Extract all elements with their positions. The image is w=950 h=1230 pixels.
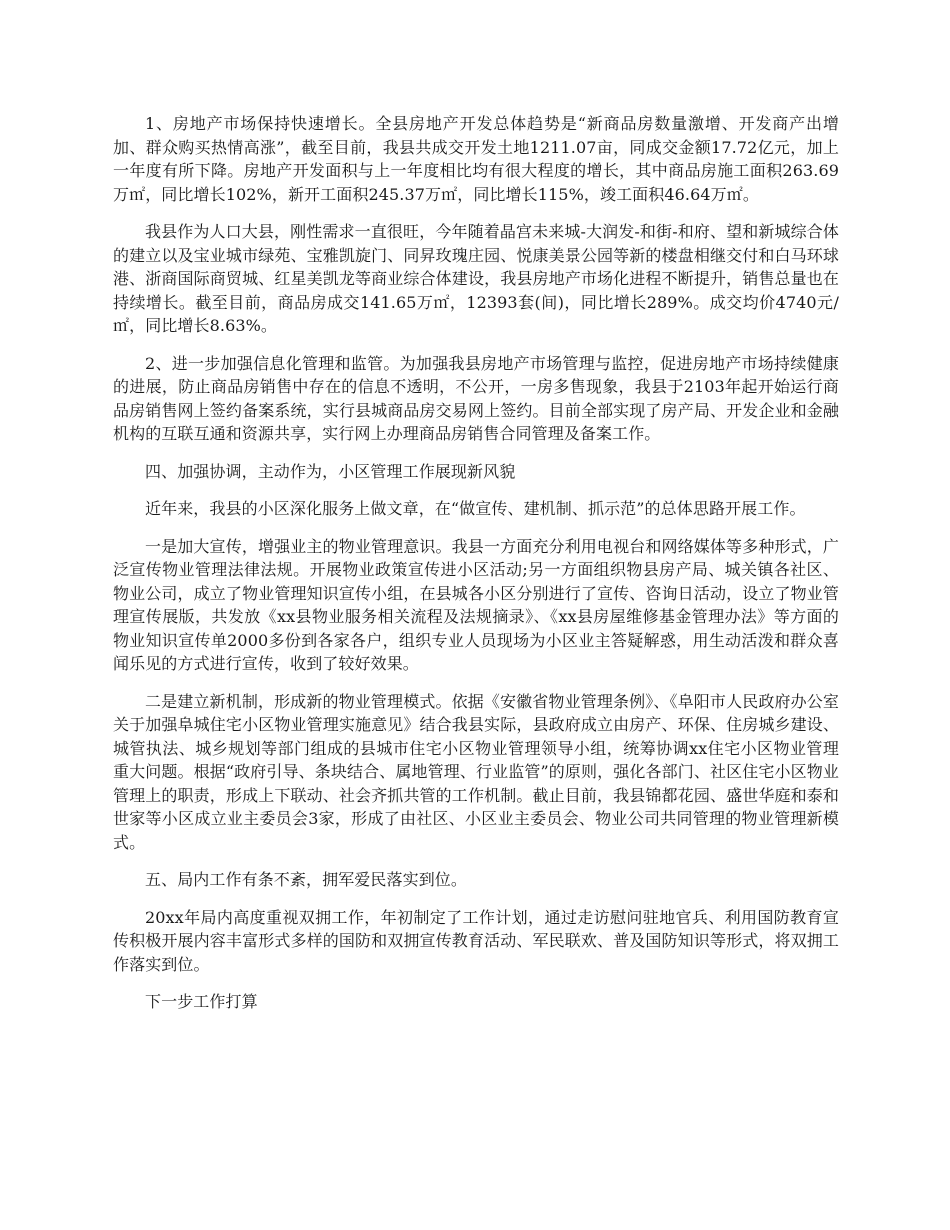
section-heading-coordination: 四、加强协调，主动作为，小区管理工作展现新风貌 — [145, 461, 516, 481]
paragraph-housing-demand: 我县作为人口大县，刚性需求一直很旺，今年随着晶宫未来城-大润发-和街-和府、望和新城综合体的建立以及宝业城市绿苑、宝雅凯旋门、同昇玫瑰庄园、悦康美景公园等新的楼盘相继交付和白马环球港、浙商国际商贸城、红星美凯龙等商业综合体建设，我县房地产市场化进程不断提升，销售总量也在持续增长。截至目前，商品房成交141.65万㎡，12393套(间)，同比增长289%。成交均价4740元/㎡，同比增长8.63%。 — [113, 222, 839, 335]
document-body — [113, 112, 839, 1028]
section-heading-internal-work: 五、局内工作有条不紊，拥军爱民落实到位。 — [145, 870, 468, 889]
paragraph-community-service: 近年来，我县的小区深化服务上做文章，在“做宣传、建机制、抓示范”的总体思路开展工作。 — [145, 499, 806, 518]
paragraph-new-mechanism: 二是建立新机制，形成新的物业管理模式。依据《安徽省物业管理条例》、《阜阳市人民政府办公室关于加强阜城住宅小区物业管理实施意见》结合我县实际，县政府成立由房产、环保、住房城乡建设、城管执法、城乡规划等部门组成的县城市住宅小区物业管理领导小组，统筹协调xx住宅小区物业管理重大问题。根据“政府引导、条块结合、属地管理、行业监管”的原则，强化各部门、社区住宅小区物业管理上的职责，形成上下联动、社会齐抓共管的工作机制。截止目前，我县锦都花园、盛世华庭和泰和世家等小区成立业主委员会3家，形成了由社区、小区业主委员会、物业公司共同管理的物业管理新模式。 — [113, 691, 839, 852]
section-heading-next-steps: 下一步工作打算 — [145, 992, 258, 1011]
paragraph-double-support: 20xx年局内高度重视双拥工作，年初制定了工作计划，通过走访慰问驻地官兵、利用国防教育宣传积极开展内容丰富形式多样的国防和双拥宣传教育活动、军民联欢、普及国防知识等形式，将双拥工作落实到位。 — [113, 907, 839, 974]
paragraph-publicity: 一是加大宣传，增强业主的物业管理意识。我县一方面充分利用电视台和网络媒体等多种形式，广泛宣传物业管理法律法规。开展物业政策宣传进小区活动;另一方面组织物县房产局、城关镇各社区、物业公司，成立了物业管理知识宣传小组，在县城各小区分别进行了宣传、咨询日活动，设立了物业管理宣传展版，共发放《xx县物业服务相关流程及法规摘录》、《xx县房屋维修基金管理办法》等方面的物业知识宣传单2000多份到各家各户，组织专业人员现场为小区业主答疑解惑，用生动活泼和群众喜闻乐见的方式进行宣传，收到了较好效果。 — [113, 536, 839, 673]
paragraph-real-estate-growth: 1、房地产市场保持快速增长。全县房地产开发总体趋势是“新商品房数量激增、开发商产出增加、群众购买热情高涨”，截至目前，我县共成交开发土地1211.07亩，同成交金额17.72亿元，加上一年度有所下降。房地产开发面积与上一年度相比均有很大程度的增长，其中商品房施工面积263.69万㎡，同比增长102%，新开工面积245.37万㎡，同比增长115%，竣工面积46.64万㎡。 — [113, 114, 839, 204]
paragraph-information-management: 2、进一步加强信息化管理和监管。为加强我县房地产市场管理与监控，促进房地产市场持续健康的进展，防止商品房销售中存在的信息不透明，不公开，一房多售现象，我县于2103年起开始运行商品房销售网上签约备案系统，实行县城商品房交易网上签约。目前全部实现了房产局、开发企业和金融机构的互联互通和资源共享，实行网上办理商品房销售合同管理及备案工作。 — [113, 353, 839, 443]
